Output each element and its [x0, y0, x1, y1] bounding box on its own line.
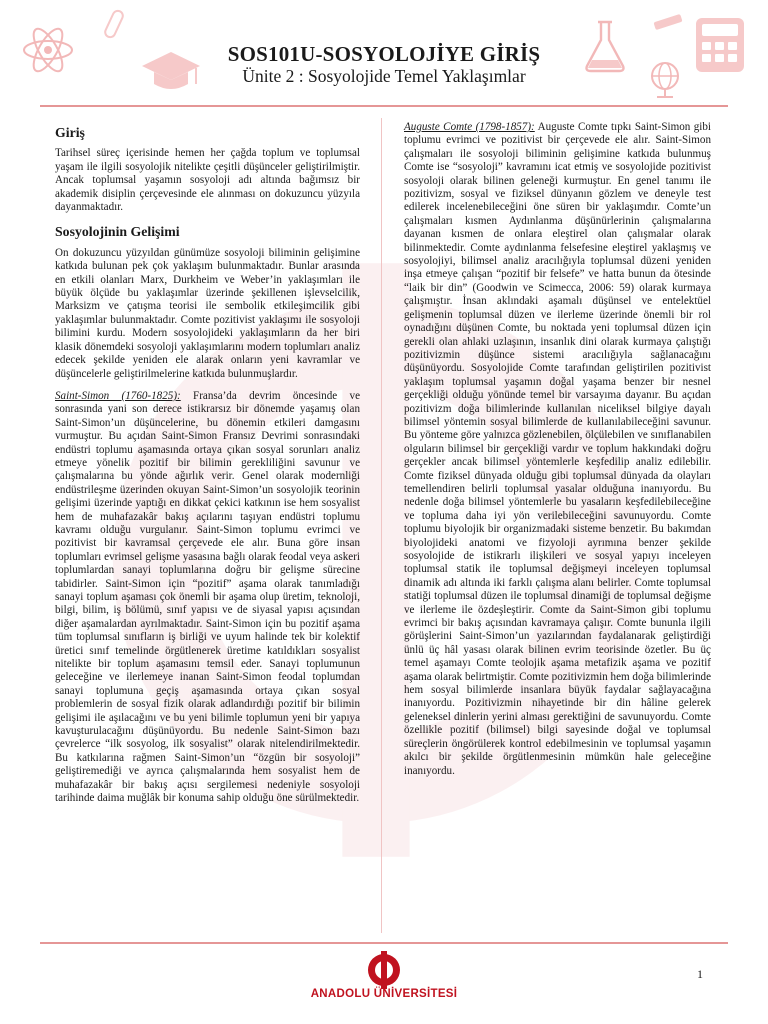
- saint-simon-text: Fransa’da devrim öncesinde ve sonrasında yani son derece istikrarsız bir dönemde yaşamış olan Saint-Simon’un düşüncelerine, bu dönemin etkileri damgasını vurmuştur. Bu açıdan Saint-Simon Fransız Devrimi sonrasındaki endüstri toplumu aşamasında ortaya çıkan sosyal sorunları analiz etmeye yönelik pozitif bir bilimin gerekliliğini savunur ve çalışmalarına bu yönde ağırlık verir. Genel olarak modernliği endüstrileşme üzerinden okuyan Saint-Simon’un sosyolojik teorinin gelişimi üzerinde yaptığı en dikkat çekici katkının ise hem sosyalist hem de muhafazakâr bakış açılarını taşıyan endüstri toplumu kavramı olduğu vurgulanır. Saint-Simon toplumu evrimci ve pozitivist bir kavramsal çerçevede ele alır. Buna göre insan toplumları evrimsel gelişme yasasına bağlı olarak feodal veya askeri toplumlardan sanayi toplumlarına doğru bir gelişme sürecine tabidirler. Saint-Simon için “pozitif” aşama olarak tanımladığı sanayi toplum aşaması çok önemli bir aşama olup üretim, teknoloji, bilgi, bilim, iş bölümü, sınıf yapısı ve de siyasal yapısı açısından diğer aşamalardan ayrılmaktadır. Saint-Simon için bu pozitif aşama tüm toplumsal sınıfların iş birliği ve uyum halinde tek bir kolektif üretici sınıf temelinde örgütlenerek üretime katıldıkları sosyalist nitelikte bir toplum aşamasını temsil eder. Sanayi toplumunun geleceğine ve ilerlemeye inanan Saint-Simon feodal toplumdan sanayi toplumuna geçiş aşamasında ortaya çıkan sosyal problemlerin de sosyal fizik olarak adlandırdığı pozitif bir bilimin gelişimi ile aşılacağını ve bu yeni bilimle toplumun yeni bir yapıya kavuşturulacağını düşünüyordu. Bu nedenle Saint-Simon bazı çevrelerce “ilk sosyolog, ilk sosyalist” olarak nitelendirilmektedir. Bu katkılarına rağmen Saint-Simon’un “özgün bir sosyoloji” geliştiremediği ve ayrıca çalışmalarında hem sosyalist hem de muhafazakâr bir bakış açısı sergilemesi nedeniyle sosyoloji tarihinde daima muğlâk bir konuma sahip olduğu öne sürülmektedir.: [55, 389, 360, 805]
- section-heading-giris: Giriş: [55, 125, 85, 140]
- left-column: [55, 118, 360, 806]
- test-tube-icon: [95, 6, 135, 46]
- saint-simon-name: Saint-Simon (1760-1825):: [55, 389, 181, 402]
- pencil-icon: [648, 8, 688, 38]
- university-name: ANADOLU ÜNİVERSİTESİ: [310, 988, 458, 1000]
- paragraph-comte: [404, 121, 711, 778]
- course-title: SOS101U-SOSYOLOJİYE GİRİŞ: [227, 42, 541, 66]
- section-heading-gelisim: Sosyolojinin Gelişimi: [55, 224, 180, 240]
- page-header: [0, 0, 768, 108]
- column-divider: [381, 118, 382, 933]
- unit-title: Ünite 2 : Sosyolojide Temel Yaklaşımlar: [242, 66, 526, 86]
- comte-text: Auguste Comte tıpkı Saint-Simon gibi toplumu evrimci ve pozitivist bir çerçevede ele alır. Saint-Simon çalışmaları ile sosyoloji biliminin gelişimine katkıda bulunmuş Comte ise “sosyoloji” kavramını icat etmiş ve sosyolojide pozitivist sosyoloji olarak bilinen geleneği kurmuştur. En genel tanımı ile pozitivizm, sosyal ve fiziksel dünyanın gözlem ve deneyle test edilerek incelenebileceğini öne süren bir yaklaşımdır. Comte’un çalışmaları kısmen Aydınlanma düşünürlerinin çalışmalarına dayanan kısmen de onlara eleştirel olan çalışmalar olarak bilinmektedir. Comte aydınlanma felsefesine eleştirel yaklaşmış ve sosyolojiyi, bilimsel analiz aracılığıyla toplumsal düzeni yeniden inşa etmeye çalışan “pozitif bir felsefe” ve hatta bunun da ötesinde “laik bir din” (Goodwin ve Scimecca, 2006: 59) olarak kurmaya çalışmıştır. İnsan aklındaki aşamalı düşünsel ve entelektüel gelişmenin toplumsal düzen ve ilerleme üzerinde önemli bir rol oynadığını düşünen Comte, bu noktada yeni toplumsal düzen için gerekli olan ahlaki uzlaşının, insanlık dini olarak kurmaya çalıştığı pozitivizmin düşünce sistemi aracılığıyla sağlanacağını düşünüyordu. Sosyolojide Comte tarafından geliştirilen pozitivist yaklaşım toplumsal yaşamın doğal yaşama benzer bir nesnel gerçekliği olduğu yönünde temel bir varsayıma dayanır. Bu açıdan pozitivizm doğa bilimlerinde kullanılan niceliksel bilgiye dayalı bilimsel yöntemin sosyal bilimlerde de kullanılabileceğini savunur. Bu yönteme göre yalnızca gözlenebilen, ölçülebilen ve sınıflanabilen olguların bilimsel bir gerçekliği vardır ve toplum hakkındaki doğru gerçekler ancak bilimsel yöntemlerle keşfedilip analiz edilebilir. Comte fiziksel dünyada olduğu gibi toplumsal dünyada da olayları temellendiren belirli toplumsal yasalar olduğuna inanıyordu. Bu nedenle doğa bilimsel yöntemlerle bu yasaların keşfedilebileceğine ve topluma daha iyi yön verilebileceğini savunuyordu. Comte toplumu biyolojik bir organizmadaki sisteme benzetir. Bu bakımdan biyolojideki anatomi ve fizyoloji ayrımına benzer şekilde sosyolojide de istikrarlı ilişkileri ve sosyal yapıyı inceleyen toplumsal statik ile toplumsal değişmeyi inceleyen toplumsal dinamik adı altında iki farklı çalışma alanı belirler. Comte toplumsal statiği toplumsal düzen ile toplumsal dinamiği de toplumsal değişme ve ilerleme ile özdeşleştirir. Comte da Saint-Simon gibi toplumu evrimci bir bakış açısından kavramaya çalışır. Comte bununla ilgili görüşlerini Saint-Simon’un yazılarından faydalanarak geliştirdiği ünlü üç hâl yasası olarak bilinen evrim teorisinde özetler. Bu üç temel aşamayı Comte teolojik aşama metafizik aşama ve pozitif aşama olarak belirtmiştir. Comte pozitivizmin hem doğa bilimlerinde hem sosyal bilimlerde insanlara büyük faydalar sağlayacağına inanıyordu. Pozitivizmin nihayetinde bir din hâline gelerek geleneksel dinlerin yerini alması gerektiğini de savunuyordu. Comte özellikle pozitif (bilimsel) bilgi sayesinde doğal ve toplumsal süreçlerin öngörülerek kontrol edebilmesinin ve toplumsal yaşamın akılcı bir şekilde örgütlenmesinin mümkün hale geleceğine inanıyordu.: [404, 121, 711, 777]
- paragraph-saint-simon: [55, 390, 360, 806]
- footer-rule: [40, 942, 728, 944]
- university-logo: [314, 950, 454, 1012]
- right-column: [404, 121, 711, 778]
- page-number: 1: [697, 967, 703, 981]
- comte-name: Auguste Comte (1798-1857):: [404, 121, 535, 133]
- paragraph-gelisim: On dokuzuncu yüzyıldan günümüze sosyoloji biliminin gelişimine katkıda bulunan pek çok yaklaşım bulunmaktadır. Bunlar arasında en etkili olanları Marx, Durkheim ve Weber’in yaklaşımları ile büyük ölçüde bu yaklaşımlar üzerinde şekillenen işlevselcilik, Marksizm ve çatışma teorisi ile sembolik etkileşimcilik gibi yaklaşımlar bulunmaktadır. Comte pozitivist yaklaşımı ile sosyoloji bilimini kurdu. Modern sosyolojideki yaklaşımların da her biri klasik dönemdeki sosyoloji yaklaşımlarını modern toplumları analiz edecek şekilde yeniden ele alarak onların yeni kavramlar ve düşüncelerle geliştirilmelerine katkıda bulunmuşlardır.: [55, 246, 360, 380]
- paragraph-giris: Tarihsel süreç içerisinde hemen her çağda toplum ve toplumsal yaşam ile ilgili sosyolojik nitelikte çeşitli düşünceler geliştirilmiştir. Ancak toplumsal yaşamın sosyoloji adı altında bağımsız bir akademik disiplin çerçevesinde ele alınması on dokuzuncu yüzyıla dayanmaktadır.: [55, 147, 360, 214]
- header-rule: [40, 105, 728, 107]
